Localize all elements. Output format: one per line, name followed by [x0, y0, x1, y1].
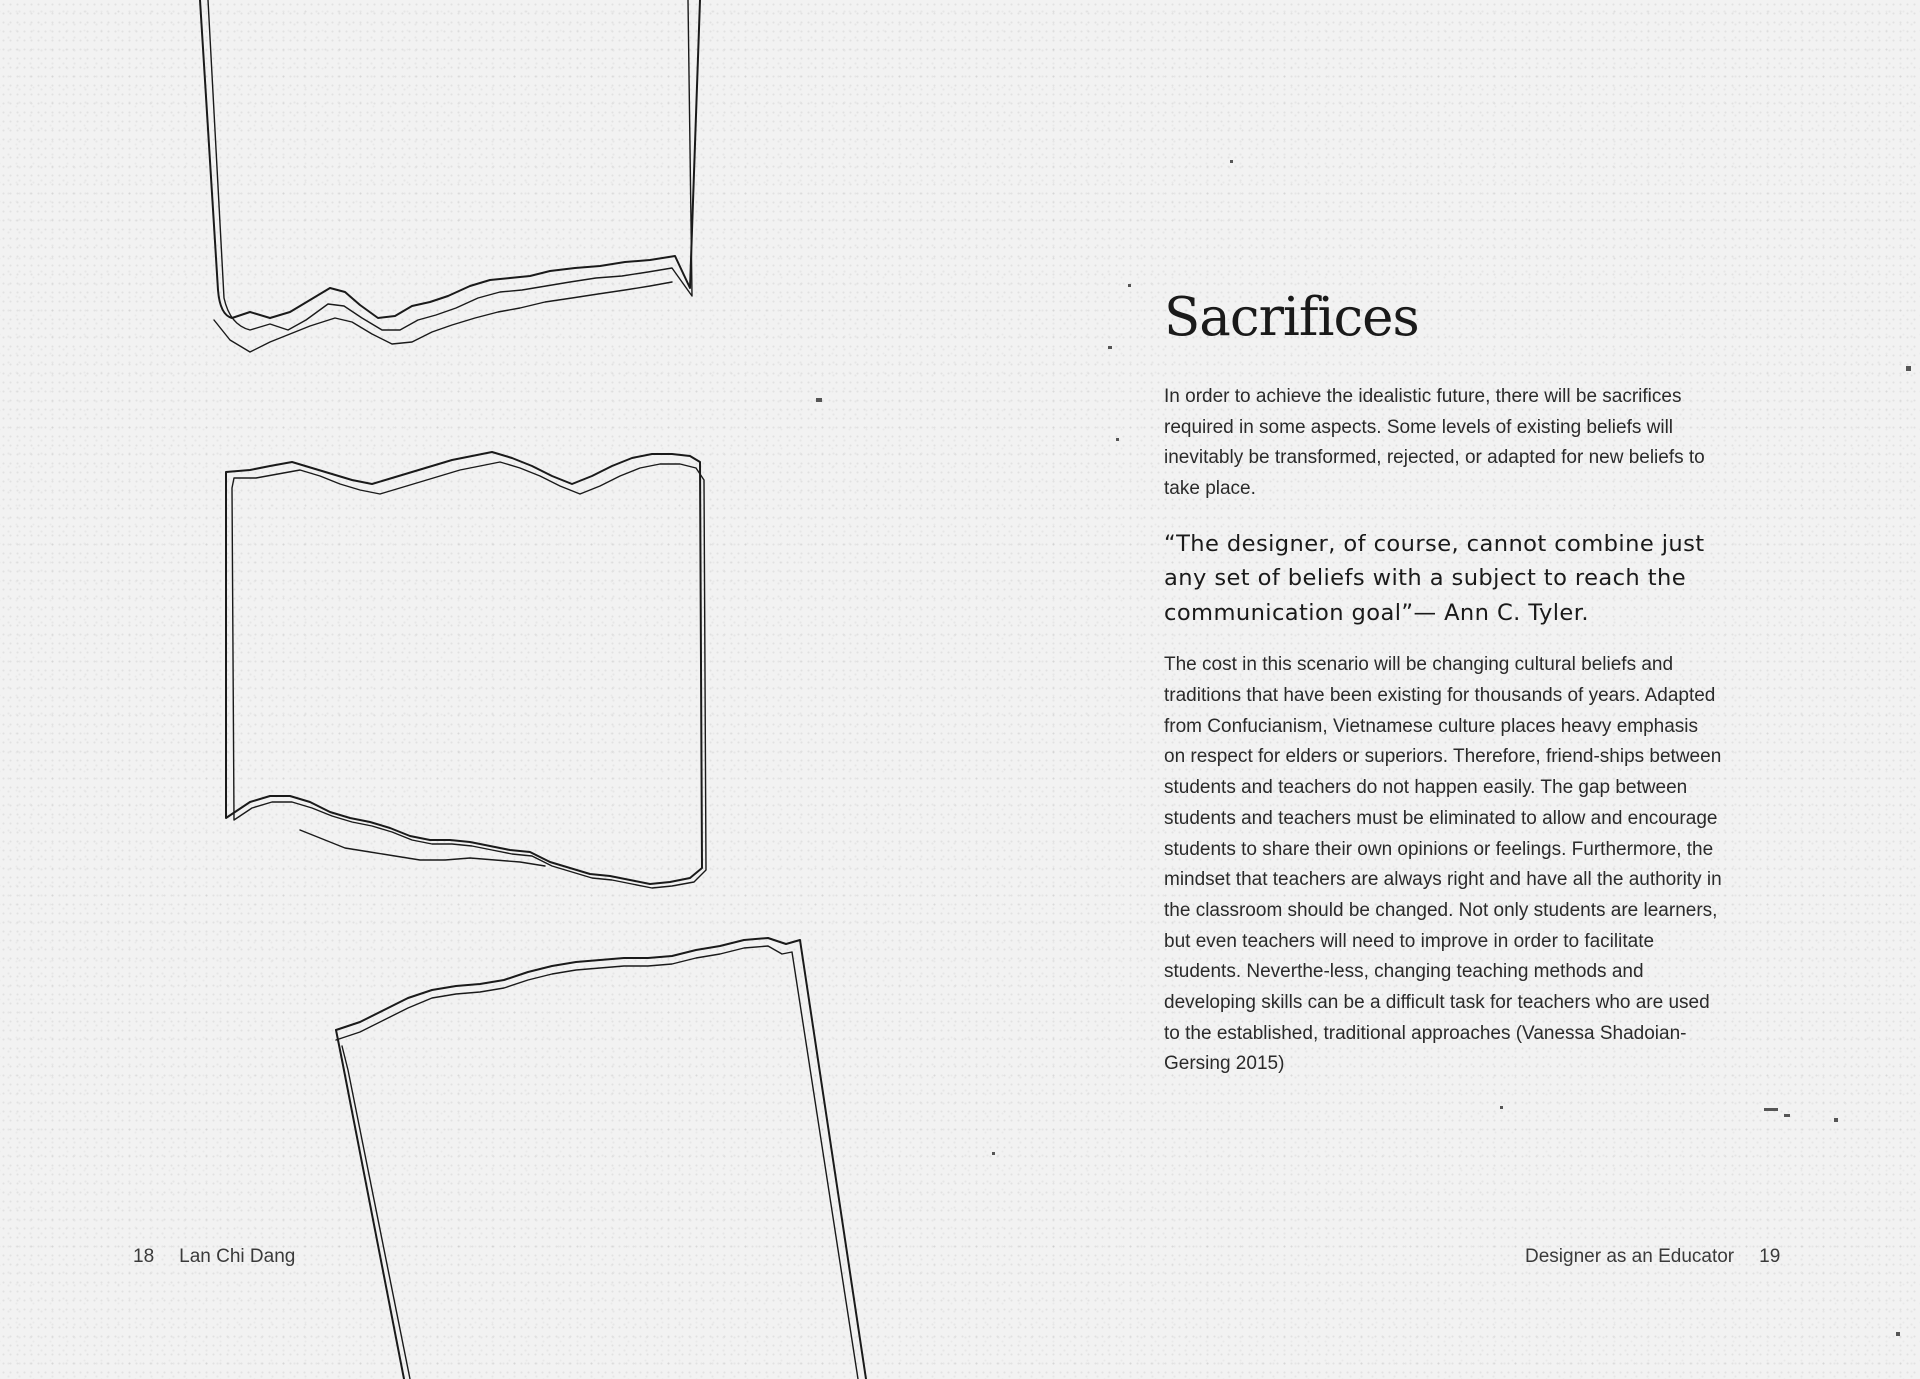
body-paragraph: The cost in this scenario will be changing cultural beliefs and traditions that have been existing for thousands of years. Adapted from Confucianism, Vietnamese culture places heavy emphasis on respect for elders or superiors. Therefore, friend-ships between students and teachers do not happen easily. The gap between students and teachers must be eliminated to allow and encourage students to share their own opinions or feelings. Furthermore, the mindset that teachers are always right and have all the authority in the classroom should be changed. Not only students are learners, but even teachers will need to improve in order to facilitate students. Neverthe-less, changing teaching methods and developing skills can be a difficult task for teachers who are used to the established, traditional approaches (Vanessa Shadoian-Gersing 2015) [1164, 654, 1722, 1075]
footer-left [133, 1245, 295, 1269]
intro-paragraph: In order to achieve the idealistic future, there will be sacrifices required in some aspects. Some levels of existing beliefs will inevitably be transformed, rejected, or adapted for new beliefs to take place. [1164, 386, 1705, 500]
footer-right [1525, 1245, 1780, 1269]
torn-paper-middle [226, 452, 706, 888]
torn-paper-bottom [336, 938, 866, 1379]
page-title: Sacrifices [1164, 287, 1419, 348]
torn-paper-top [200, 0, 700, 352]
author-name: Lan Chi Dang [179, 1246, 296, 1267]
pull-quote: “The designer, of course, cannot combine just any set of beliefs with a subject to reach the communication goal”— Ann C. Tyler. [1164, 530, 1705, 626]
page-number-right: 19 [1759, 1246, 1781, 1267]
right-page-content [1164, 270, 1724, 1080]
book-title: Designer as an Educator [1525, 1246, 1735, 1267]
page-number-left: 18 [133, 1246, 155, 1267]
